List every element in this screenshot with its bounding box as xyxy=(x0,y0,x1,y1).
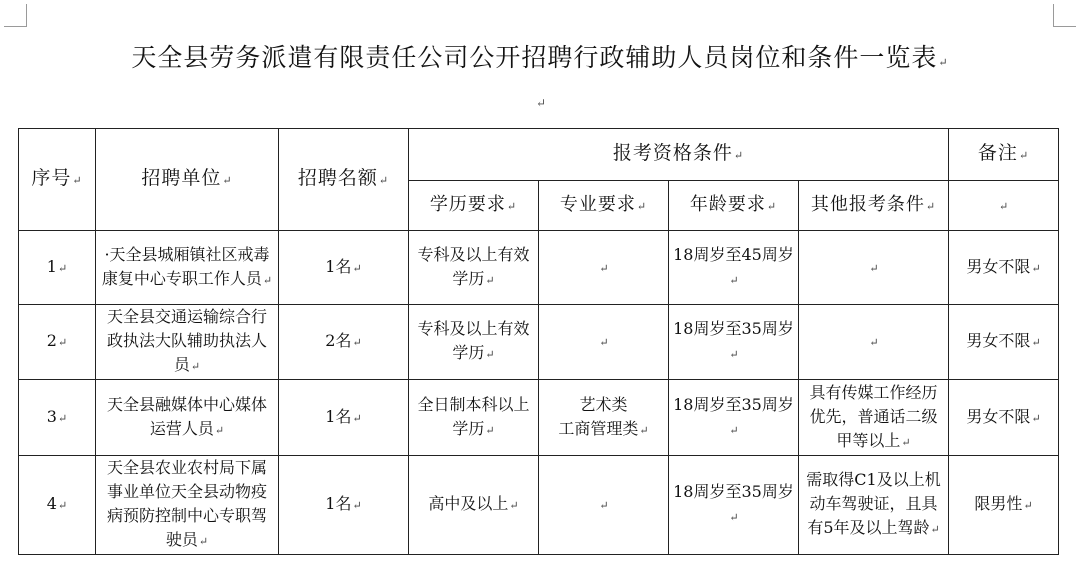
header-age: 年龄要求↵ xyxy=(669,181,799,231)
page-corner-mark-top-left xyxy=(4,4,27,27)
header-major: 专业要求↵ xyxy=(539,181,669,231)
paragraph-mark-icon: ↵ xyxy=(378,174,390,187)
recruitment-table xyxy=(18,128,1059,555)
cell-seq: 2↵ xyxy=(19,305,96,380)
paragraph-mark-icon: ↵ xyxy=(506,199,518,213)
page-corner-mark-top-right xyxy=(1053,4,1076,27)
paragraph-mark-icon: ↵ xyxy=(766,199,778,213)
paragraph-mark-icon: ↵ xyxy=(214,423,225,437)
paragraph-mark-icon: ↵ xyxy=(222,174,233,187)
paragraph-mark-icon: ↵ xyxy=(352,261,362,275)
paragraph-mark-icon: ↵ xyxy=(57,411,68,425)
cell-other: 具有传媒工作经历优先，普通话二级甲等以上↵ xyxy=(799,380,949,456)
cell-unit: 天全县融媒体中心媒体运营人员↵ xyxy=(96,380,279,456)
paragraph-mark-icon: ↵ xyxy=(262,273,273,287)
paragraph-mark-icon: ↵ xyxy=(485,423,495,437)
paragraph-mark-icon: ↵ xyxy=(352,411,362,425)
table-row xyxy=(19,305,1059,380)
table-row xyxy=(19,380,1059,456)
paragraph-mark-icon: ↵ xyxy=(869,261,879,275)
paragraph-mark-icon: ↵ xyxy=(599,499,609,512)
paragraph-mark-icon: ↵ xyxy=(636,199,648,213)
paragraph-mark-icon: ↵ xyxy=(729,511,739,524)
cell-quota: 2名↵ xyxy=(279,305,409,380)
cell-unit: 天全县农业农村局下属事业单位天全县动物疫病预防控制中心专职驾驶员↵ xyxy=(96,456,279,555)
cell-education: 专科及以上有效学历↵ xyxy=(409,231,539,305)
paragraph-mark-icon: ↵ xyxy=(901,435,911,449)
cell-age: 18周岁至35周岁↵ xyxy=(669,456,799,555)
cell-age: 18周岁至35周岁↵ xyxy=(669,380,799,456)
header-other: 其他报考条件↵ xyxy=(799,181,949,231)
cell-quota: 1名↵ xyxy=(279,380,409,456)
cell-major xyxy=(539,456,669,555)
paragraph-mark-icon: ↵ xyxy=(509,499,519,512)
cell-education: 全日制本科以上学历↵ xyxy=(409,380,539,456)
paragraph-mark-icon: ↵ xyxy=(869,336,879,349)
cell-notes: 限男性↵ xyxy=(949,456,1059,555)
paragraph-mark-icon: ↵ xyxy=(733,149,745,162)
paragraph-mark-icon: ↵ xyxy=(352,336,362,349)
paragraph-mark-icon: ↵ xyxy=(190,360,201,373)
cell-other: 需取得C1及以上机动车驾驶证，且具有5年及以上驾龄↵ xyxy=(799,456,949,555)
document-title-text: 天全县劳务派遣有限责任公司公开招聘行政辅助人员岗位和条件一览表 xyxy=(131,43,938,72)
cell-unit: 天全县交通运输综合行政执法大队辅助执法人员↵ xyxy=(96,305,279,380)
cell-age: 18周岁至35周岁↵ xyxy=(669,305,799,380)
paragraph-mark-icon: ↵ xyxy=(1031,336,1041,349)
header-seq: 序号↵ xyxy=(19,129,96,231)
cell-seq: 4↵ xyxy=(19,456,96,555)
header-education: 学历要求↵ xyxy=(409,181,539,231)
paragraph-mark-icon: ↵ xyxy=(599,336,609,349)
cell-unit: ·天全县城厢镇社区戒毒康复中心专职工作人员↵ xyxy=(96,231,279,305)
cell-age: 18周岁至45周岁↵ xyxy=(669,231,799,305)
cell-education: 专科及以上有效学历↵ xyxy=(409,305,539,380)
paragraph-mark-icon: ↵ xyxy=(57,261,68,275)
table-row xyxy=(19,456,1059,555)
cell-quota: 1名↵ xyxy=(279,456,409,555)
paragraph-mark-icon: ↵ xyxy=(536,96,547,110)
cell-seq: 3↵ xyxy=(19,380,96,456)
cell-notes: 男女不限↵ xyxy=(949,305,1059,380)
cell-seq: 1↵ xyxy=(19,231,96,305)
cell-major xyxy=(539,305,669,380)
paragraph-mark-icon: ↵ xyxy=(938,56,949,69)
paragraph-mark-icon: ↵ xyxy=(485,348,495,361)
cell-other xyxy=(799,231,949,305)
paragraph-mark-icon: ↵ xyxy=(930,523,940,536)
header-row-top xyxy=(19,129,1059,181)
paragraph-mark-icon: ↵ xyxy=(1031,411,1041,425)
paragraph-mark-icon: ↵ xyxy=(998,199,1010,213)
header-quota: 招聘名额↵ xyxy=(279,129,409,231)
paragraph-mark-icon: ↵ xyxy=(1023,499,1033,512)
paragraph-mark-icon: ↵ xyxy=(729,423,739,437)
cell-other xyxy=(799,305,949,380)
paragraph-mark-icon: ↵ xyxy=(485,273,495,287)
header-unit: 招聘单位↵ xyxy=(96,129,279,231)
paragraph-mark-icon: ↵ xyxy=(352,499,362,512)
paragraph-mark-icon: ↵ xyxy=(925,199,937,213)
paragraph-mark-icon: ↵ xyxy=(729,273,739,287)
header-notes: 备注↵ xyxy=(949,129,1059,181)
paragraph-mark-icon: ↵ xyxy=(639,423,649,437)
cell-quota: 1名↵ xyxy=(279,231,409,305)
cell-notes: 男女不限↵ xyxy=(949,231,1059,305)
paragraph-mark-icon: ↵ xyxy=(57,336,68,349)
header-notes-sub xyxy=(949,181,1059,231)
paragraph-mark-icon: ↵ xyxy=(1018,149,1030,162)
header-qualifications: 报考资格条件↵ xyxy=(409,129,949,181)
table-row xyxy=(19,231,1059,305)
cell-education: 高中及以上↵ xyxy=(409,456,539,555)
document-title xyxy=(0,38,1080,74)
cell-major: 艺术类 工商管理类↵ xyxy=(539,380,669,456)
cell-major xyxy=(539,231,669,305)
paragraph-mark-icon: ↵ xyxy=(729,348,739,361)
paragraph-mark-icon: ↵ xyxy=(72,174,83,187)
paragraph-mark-icon: ↵ xyxy=(1031,261,1041,275)
paragraph-mark-icon: ↵ xyxy=(599,261,609,275)
paragraph-mark-icon: ↵ xyxy=(57,499,68,512)
cell-notes: 男女不限↵ xyxy=(949,380,1059,456)
paragraph-mark-icon: ↵ xyxy=(198,535,209,548)
